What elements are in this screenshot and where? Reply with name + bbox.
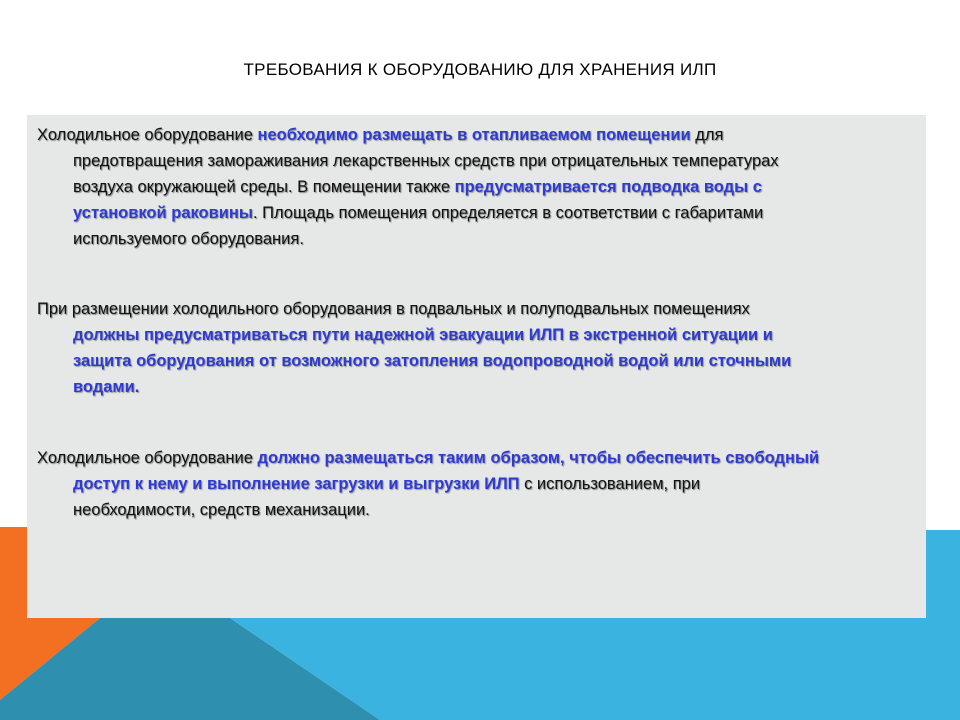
text-run: предотвращения замораживания лекарственных средств при отрицательных температурах	[73, 152, 779, 170]
p3-line-3	[37, 497, 917, 523]
p1-line-5	[37, 226, 917, 252]
p2-line-4	[37, 374, 917, 400]
content-panel	[27, 115, 926, 618]
paragraph-1	[37, 122, 917, 252]
p1-line-1	[37, 122, 917, 148]
highlight-run: должно размещаться таким образом, чтобы обеспечить свободный	[257, 449, 820, 467]
highlight-run: предусматривается подводка воды с	[454, 178, 762, 196]
text-run: воздуха окружающей среды. В помещении также	[73, 178, 455, 196]
text-run: для	[690, 126, 724, 144]
highlight-run: водами.	[73, 378, 140, 396]
paragraph-2	[37, 296, 917, 400]
p2-line-3	[37, 348, 917, 374]
text-run: с использованием, при	[519, 475, 701, 493]
highlight-run: должны предусматриваться пути надежной эвакуации ИЛП в экстренной ситуации и	[73, 326, 773, 344]
p2-line-2	[37, 322, 917, 348]
p2-line-1	[37, 296, 917, 322]
text-run: Холодильное оборудование	[37, 126, 258, 144]
text-run: При размещении холодильного оборудования в подвальных и полуподвальных помещениях	[37, 300, 750, 318]
highlight-run: доступ к нему и выполнение загрузки и выгрузки ИЛП	[73, 475, 520, 493]
highlight-run: установкой раковины	[73, 204, 253, 222]
slide-title: ТРЕБОВАНИЯ К ОБОРУДОВАНИЮ ДЛЯ ХРАНЕНИЯ ИЛП	[243, 60, 717, 79]
p3-line-2	[37, 471, 917, 497]
p3-line-1	[37, 445, 917, 471]
p1-line-4	[37, 200, 917, 226]
p1-line-3	[37, 174, 917, 200]
text-run: используемого оборудования.	[73, 230, 304, 248]
paragraph-3	[37, 445, 917, 523]
p1-line-2	[37, 148, 917, 174]
highlight-run: защита оборудования от возможного затопления водопроводной водой или сточными	[73, 352, 792, 370]
text-run: . Площадь помещения определяется в соответствии с габаритами	[252, 204, 764, 222]
text-run: необходимости, средств механизации.	[73, 501, 370, 519]
text-run: Холодильное оборудование	[37, 449, 258, 467]
highlight-run: необходимо размещать в отапливаемом помещении	[257, 126, 691, 144]
